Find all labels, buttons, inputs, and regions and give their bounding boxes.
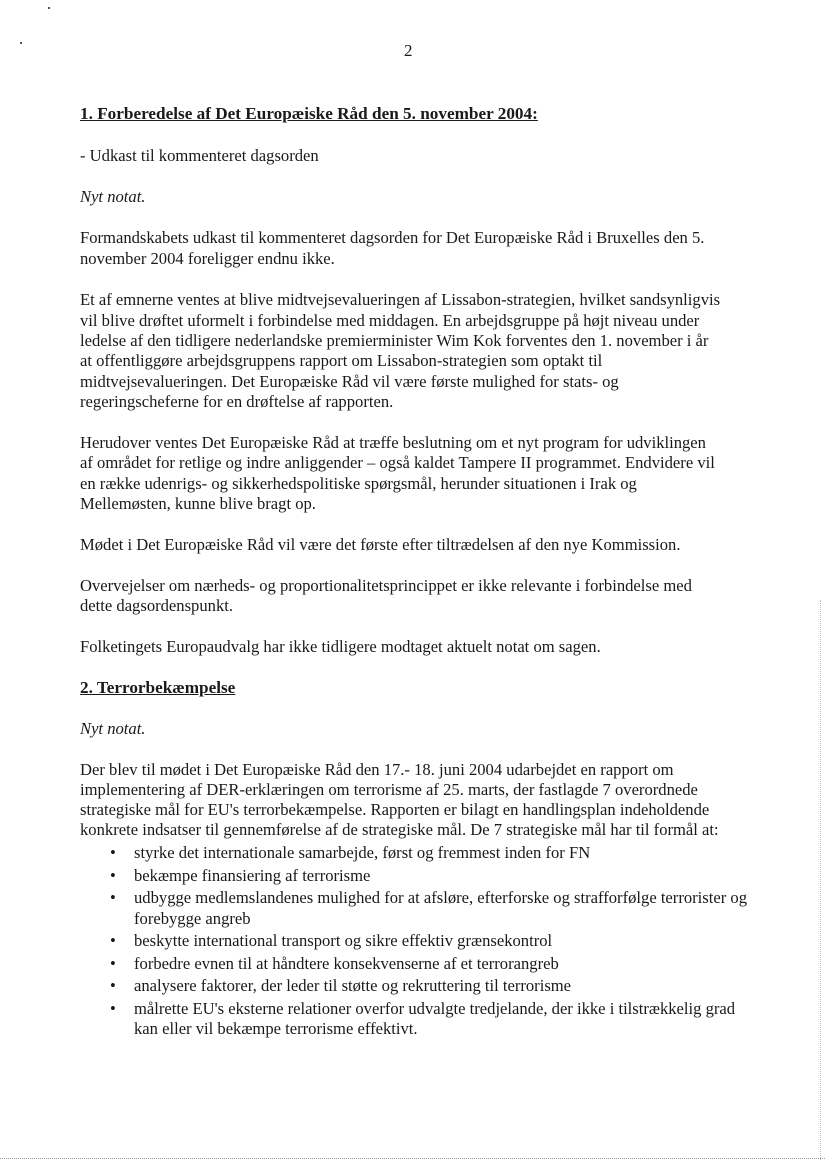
paragraph-line: en række udenrigs- og sikkerhedspolitiske spørgsmål, herunder situationen i Irak og — [80, 474, 637, 493]
list-item — [110, 931, 760, 952]
bullet-icon: • — [110, 931, 116, 950]
list-item-text: beskytte international transport og sikre effektiv grænsekontrol — [134, 931, 553, 950]
list-item — [110, 866, 760, 887]
list-item — [110, 954, 760, 975]
section-heading-1: 1. Forberedelse af Det Europæiske Råd den 5. november 2004: — [80, 104, 538, 123]
note-label: Nyt notat. — [80, 187, 146, 206]
paragraph-line: af området for retlige og indre anliggender – også kaldet Tampere II programmet. Endvidere vil — [80, 453, 715, 472]
scan-edge — [0, 1158, 825, 1160]
paragraph-line: midtvejsevalueringen. Det Europæiske Råd vil være første mulighed for stats- og — [80, 372, 619, 391]
list-item-text: udbygge medlemslandenes mulighed for at afsløre, efterforske og strafforfølge terrorister og forebygge angreb — [134, 888, 747, 928]
paragraph-line: november 2004 foreligger endnu ikke. — [80, 249, 335, 268]
list-item-text: analysere faktorer, der leder til støtte og rekruttering til terrorisme — [134, 976, 572, 995]
paragraph-line: implementering af DER-erklæringen om terrorisme af 25. marts, der fastlagde 7 overordnede — [80, 780, 698, 799]
scan-speck — [48, 7, 50, 9]
list-item-text: bekæmpe finansiering af terrorisme — [134, 865, 371, 885]
bullet-icon: • — [110, 953, 116, 973]
paragraph-line: Formandskabets udkast til kommenteret dagsorden for Det Europæiske Råd i Bruxelles den 5. — [80, 228, 705, 247]
note-label: Nyt notat. — [80, 719, 146, 738]
section-subheading: - Udkast til kommenteret dagsorden — [80, 146, 319, 165]
paragraph-line: ledelse af den tidligere nederlandske premierminister Wim Kok forventes den 1. november i år — [80, 331, 709, 350]
paragraph-line: at offentliggøre arbejdsgruppens rapport om Lissabon-strategien som optakt til — [80, 351, 603, 370]
page-number: 2 — [404, 41, 413, 60]
list-item-text: målrette EU's eksterne relationer overfor udvalgte tredjelande, der ikke i tilstrækkelig grad kan eller vil bekæmpe terrorisme effektivt. — [134, 998, 736, 1038]
paragraph-line: dette dagsordenspunkt. — [80, 596, 233, 615]
list-item — [110, 888, 760, 929]
scan-speck — [20, 42, 22, 44]
list-item — [110, 976, 760, 997]
paragraph-line: vil blive drøftet uformelt i forbindelse med middagen. En arbejdsgruppe på højt niveau under — [80, 311, 700, 330]
bullet-icon: • — [110, 976, 116, 995]
bullet-icon: • — [110, 843, 116, 862]
paragraph-line: Mødet i Det Europæiske Råd vil være det første efter tiltrædelsen af den nye Kommission. — [80, 535, 681, 554]
paragraph-line: Folketingets Europaudvalg har ikke tidligere modtaget aktuelt notat om sagen. — [80, 637, 601, 656]
bullet-icon: • — [110, 888, 116, 907]
bullet-icon: • — [110, 865, 116, 885]
paragraph-line: Der blev til mødet i Det Europæiske Råd den 17.- 18. juni 2004 udarbejdet en rapport om — [80, 760, 674, 779]
paragraph-line: Herudover ventes Det Europæiske Råd at træffe beslutning om et nyt program for udviklingen — [80, 433, 706, 452]
list-item-text: forbedre evnen til at håndtere konsekvenserne af et terrorangreb — [134, 953, 559, 973]
list-item — [110, 843, 760, 864]
paragraph-line: konkrete indsatser til gennemførelse af de strategiske mål. De 7 strategiske mål har til formål at: — [80, 820, 719, 839]
list-item — [110, 999, 760, 1040]
paragraph-line: regeringscheferne for en drøftelse af rapporten. — [80, 392, 394, 411]
scan-edge — [820, 600, 822, 1160]
paragraph-line: Et af emnerne ventes at blive midtvejsevalueringen af Lissabon-strategien, hvilket sandsynligvis — [80, 290, 721, 309]
paragraph-line: Overvejelser om nærheds- og proportionalitetsprincippet er ikke relevante i forbindelse med — [80, 576, 692, 595]
paragraph-line: Mellemøsten, kunne blive bragt op. — [80, 494, 316, 513]
bullet-icon: • — [110, 998, 116, 1018]
section-heading-2: 2. Terrorbekæmpelse — [80, 678, 236, 697]
objectives-list — [110, 843, 760, 1042]
paragraph-line: strategiske mål for EU's terrorbekæmpelse. Rapporten er bilagt en handlingsplan indeholdende — [80, 800, 710, 819]
list-item-text: styrke det internationale samarbejde, først og fremmest inden for FN — [134, 843, 591, 862]
